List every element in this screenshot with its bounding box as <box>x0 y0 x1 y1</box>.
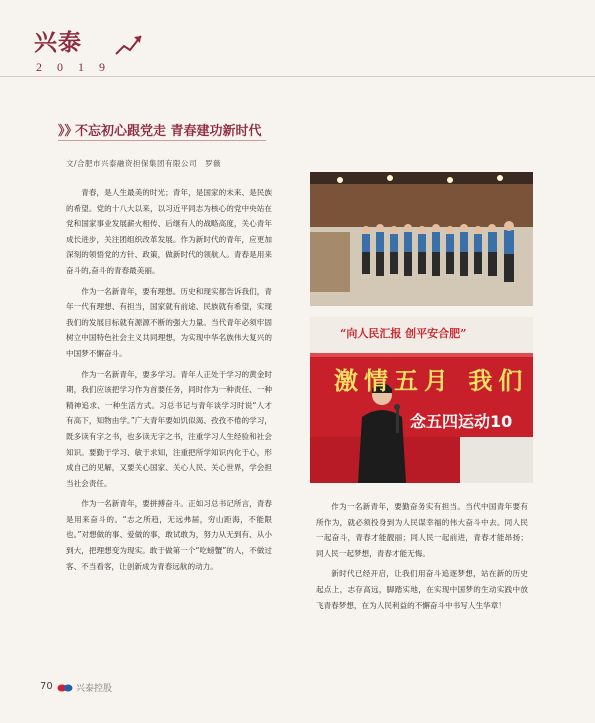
paragraph: 作为一名新青年，要拼搏奋斗。正如习总书记所言，青春是用来奋斗的。“志之所趋，无远弗届，穷山距海，不能限也。”对想做的事、爱做的事，敢试敢为，努力从无到有、从小到大，把理想变为现实。敢于做第一个“吃螃蟹”的人，不做过客、不当看客，让创新成为青春远航的动力。 <box>66 499 272 571</box>
paragraph: 作为一名新青年，要勤奋务实有担当。当代中国青年要有所作为，就必须投身到为人民谋幸福的伟大奋斗中去。同人民一起奋斗，青春才能靓丽；同人民一起前进，青春才能昂扬；同人民一起梦想，青春才能无悔。 <box>316 502 528 558</box>
year-label: 2019 <box>36 60 120 74</box>
banner-sub-text: 念五四运动10 <box>410 412 513 431</box>
left-column <box>66 185 272 579</box>
article-title: 不忘初心跟党走 青春建功新时代 <box>75 124 262 139</box>
publication-name: 兴泰控股 <box>76 684 113 694</box>
paragraph: 作为一名新青年，要有理想。历史和现实都告诉我们，青年一代有理想、有担当，国家就有前途、民族就有希望，实现我们的发展目标就有源源不断的强大力量。当代青年必须牢固树立中国特色社会主义共同理想，为实现中华名族伟大复兴的中国梦不懈奋斗。 <box>66 286 272 358</box>
paragraph: 青春，是人生最美的时光；青年，是国家的未来、是民族的希望。党的十八大以来，以习近平同志为核心的党中央站在党和国家事业发展薪火相传、后继有人的战略高度，关心青年成长进步，关注团组织改革发展。作为新时代的青年，应更加深刻的领悟党的方针、政策，做新时代的领航人。青春是用来奋斗的,奋斗的青春最美丽。 <box>66 188 272 275</box>
brand-title: 兴泰 <box>34 29 82 56</box>
banner-big-text: 激情五月 我们 <box>334 366 529 395</box>
group-oath-photo <box>310 172 533 306</box>
title-chevron-icon: 》》 <box>58 124 78 139</box>
publication-logo-icon <box>57 684 73 692</box>
paragraph: 作为一名新青年，要多学习。青年人正处于学习的黄金时期，我们应该把学习作为首要任务，同时作为一种责任、一种精神追求、一种生活方式。习总书记与青年谈学习时说“人才有高下，知物由学。”广大青年要如饥似渴、孜孜不倦的学习，既多读有字之书，也多读无字之书，注重学习人生经验和社会知识。要勤于学习、敏于求知，注重把所学知识内化于心，形成自己的见解，又要关心国家、关心人民、关心世界，学会担当社会责任。 <box>66 369 272 488</box>
speaker-banner-photo <box>310 317 533 483</box>
article-title-bar <box>58 118 266 141</box>
article-author: 文/合肥市兴泰融资担保集团有限公司 罗薇 <box>66 159 222 168</box>
header-rule <box>0 76 595 77</box>
page-number: 70 <box>40 681 53 692</box>
masthead <box>14 10 314 80</box>
banner-top-text: “向人民汇报 创平安合肥” <box>340 327 467 340</box>
right-column <box>316 499 528 618</box>
paragraph: 新时代已经开启，让我们用奋斗追逐梦想，站在新的历史起点上，志存高远，脚踏实地，在实现中国梦的生动实践中放飞青春梦想，在为人民利益的不懈奋斗中书写人生华章！ <box>316 569 528 610</box>
trend-arrow-icon <box>114 30 144 60</box>
